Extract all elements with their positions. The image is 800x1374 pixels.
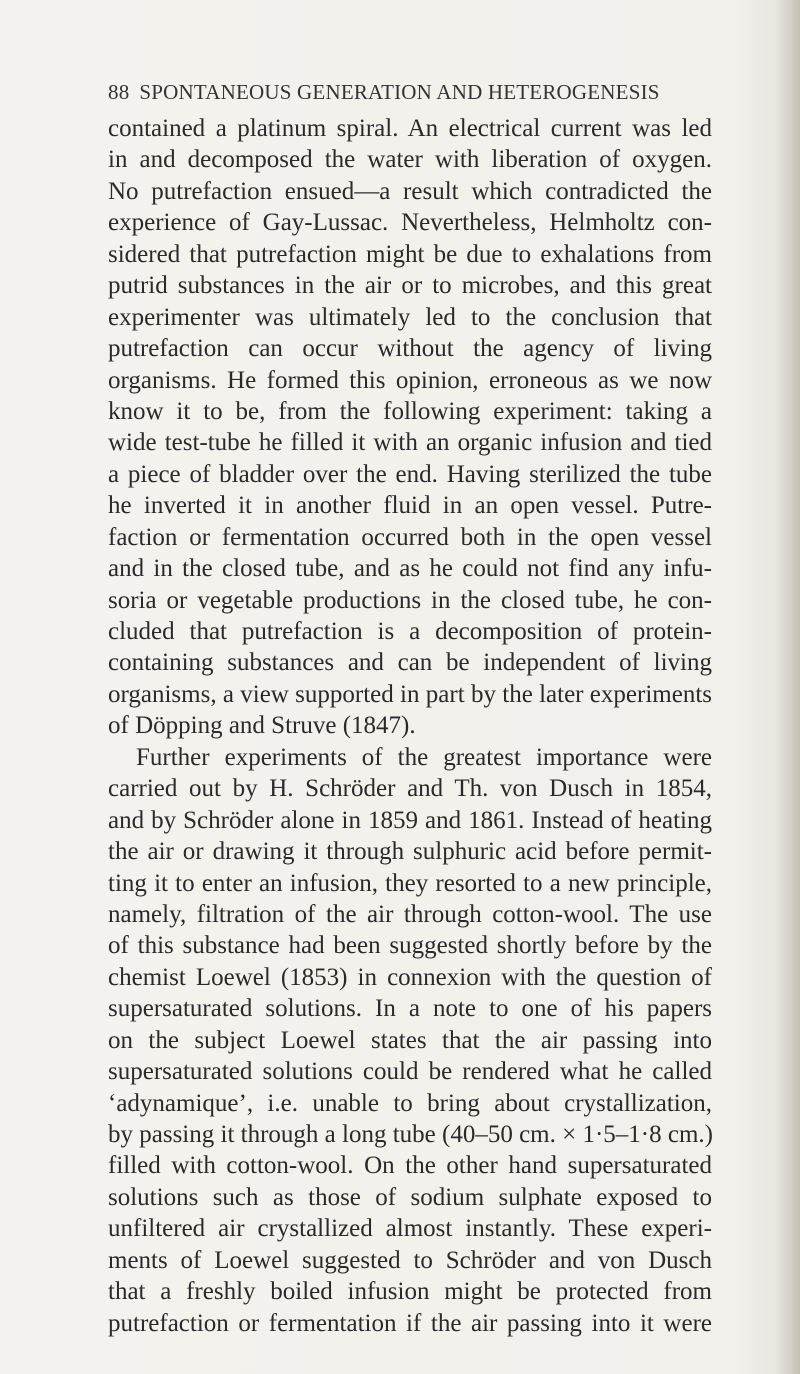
text-line: faction or fermentation occurred both in the open vessel [108, 523, 712, 551]
paragraph-end-line: of Döpping and Struve (1847). [108, 712, 416, 740]
text-line: a piece of bladder over the end. Having sterilized the tube [108, 460, 712, 488]
text-line: chemist Loewel (1853) in connexion with the question of [108, 963, 712, 991]
text-line: namely, filtration of the air through cotton-wool. The use [108, 900, 712, 928]
text-line: organisms, a view supported in part by the later experiments [108, 680, 712, 708]
text-line: know it to be, from the following experiment: taking a [108, 397, 712, 425]
text-line: No putrefaction ensued—a result which contradicted the [108, 177, 712, 205]
text-line: containing substances and can be independent of living [108, 649, 712, 677]
text-line: supersaturated solutions could be rendered what he called [108, 1058, 712, 1086]
text-line: sidered that putrefaction might be due to exhalations from [108, 240, 712, 268]
text-line: he inverted it in another fluid in an open vessel. Putre- [108, 492, 712, 520]
paragraph-start-line: Further experiments of the greatest importance were [136, 743, 712, 771]
text-line: wide test-tube he filled it with an organic infusion and tied [108, 429, 712, 457]
text-line: in and decomposed the water with liberation of oxygen. [108, 146, 712, 174]
body-text [108, 113, 712, 1339]
text-line: supersaturated solutions. In a note to one of his papers [108, 995, 712, 1023]
text-line: unfiltered air crystallized almost instantly. These experi- [108, 1215, 712, 1243]
text-line: solutions such as those of sodium sulphate exposed to [108, 1183, 712, 1211]
text-line: and by Schröder alone in 1859 and 1861. Instead of heating [108, 806, 712, 834]
text-line: ting it to enter an infusion, they resorted to a new principle, [108, 869, 712, 897]
text-line: putrefaction or fermentation if the air passing into it were [108, 1309, 712, 1337]
text-line: of this substance had been suggested shortly before by the [108, 932, 712, 960]
text-line: that a freshly boiled infusion might be protected from [108, 1278, 712, 1306]
running-head-title: SPONTANEOUS GENERATION AND HETEROGENESIS [139, 80, 660, 104]
text-line: filled with cotton-wool. On the other hand supersaturated [108, 1152, 712, 1180]
running-head [108, 80, 708, 105]
text-line: by passing it through a long tube (40–50 cm. × 1·5–1·8 cm.) [108, 1121, 713, 1148]
text-line: ments of Loewel suggested to Schröder and von Dusch [108, 1246, 712, 1274]
text-line: ‘adynamique’, i.e. unable to bring about crystallization, [108, 1089, 712, 1117]
text-line: and in the closed tube, and as he could not find any infu- [108, 555, 712, 583]
text-line: experience of Gay-Lussac. Nevertheless, Helmholtz con- [108, 209, 712, 237]
text-line: cluded that putrefaction is a decomposition of protein- [108, 618, 712, 645]
text-line: putrefaction can occur without the agency of living [108, 335, 712, 363]
text-line: experimenter was ultimately led to the conclusion that [108, 303, 712, 331]
text-line: contained a platinum spiral. An electrical current was led [108, 115, 712, 142]
text-line: soria or vegetable productions in the closed tube, he con- [108, 586, 712, 614]
text-line: putrid substances in the air or to microbes, and this great [108, 272, 712, 300]
text-line: on the subject Loewel states that the air passing into [108, 1026, 712, 1054]
text-line: organisms. He formed this opinion, erroneous as we now [108, 366, 712, 394]
page-number: 88 [108, 80, 130, 104]
text-line: the air or drawing it through sulphuric acid before permit- [108, 838, 712, 866]
page-edge-shadow [774, 0, 800, 1374]
text-line: carried out by H. Schröder and Th. von Dusch in 1854, [108, 775, 712, 803]
